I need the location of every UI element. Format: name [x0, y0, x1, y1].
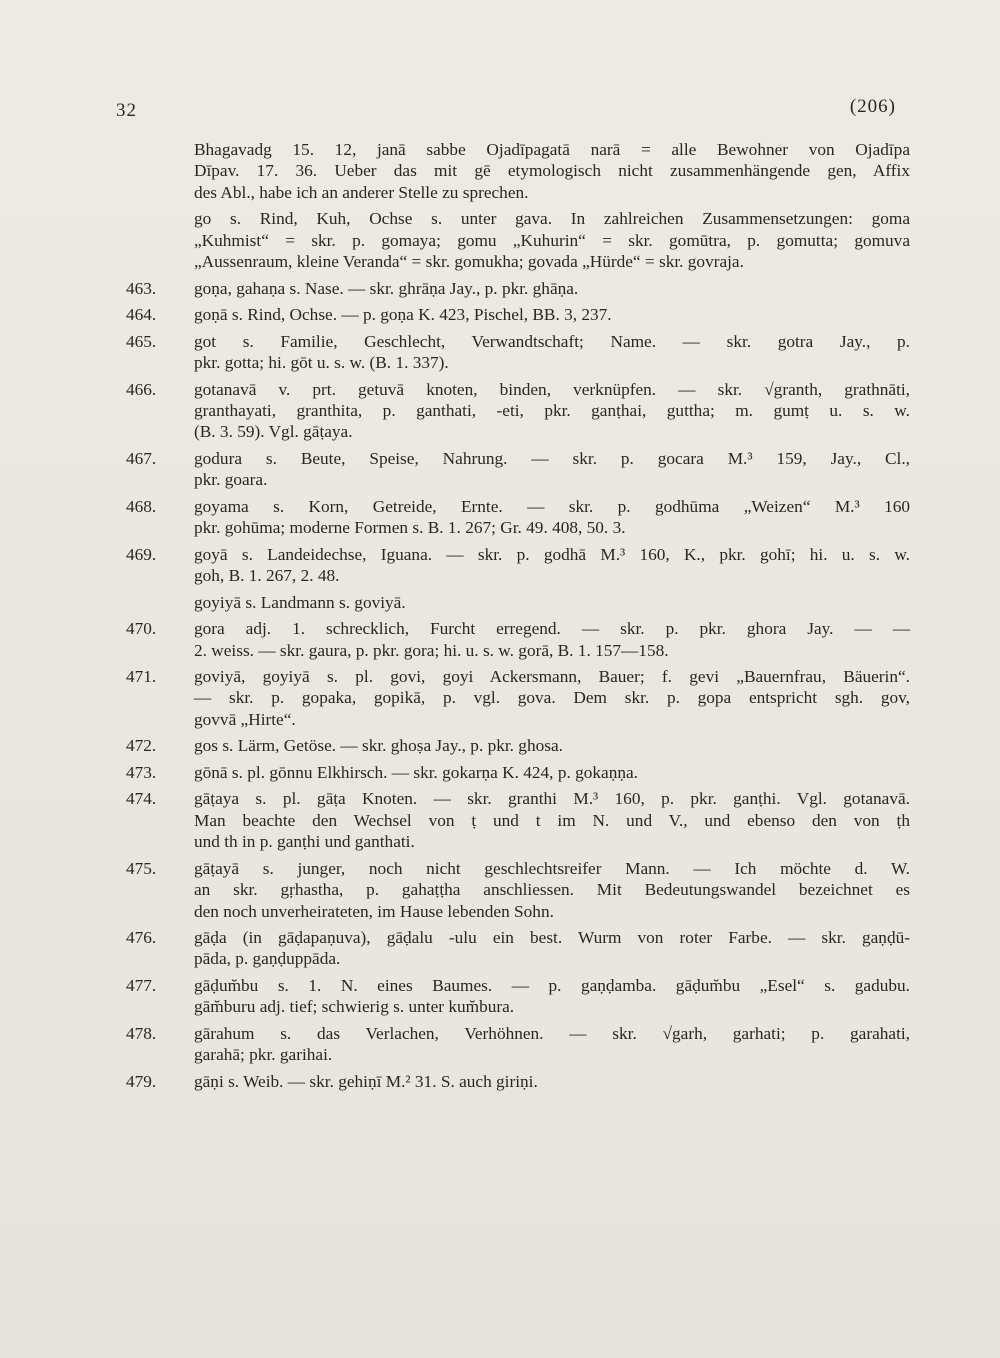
entry-line: — skr. p. gopaka, gopikā, p. vgl. gova. Dem skr. p. gopa entspricht sgh. gov, [194, 688, 910, 708]
entry-line: goh, B. 1. 267, 2. 48. [194, 566, 340, 586]
entry-464 [120, 304, 910, 325]
entry-line: govvā „Hirte“. [194, 709, 296, 729]
entry-number: 468. [126, 496, 157, 516]
entry-line: gotanavā v. prt. getuvā knoten, binden, verknüpfen. — skr. √granth, grathnāti, [194, 379, 910, 399]
entry-line: gāṭaya s. pl. gāṭa Knoten. — skr. granthi M.³ 160, p. pkr. ganṭhi. Vgl. gotanavā. [194, 789, 910, 809]
entry-475 [120, 858, 910, 922]
entry-number: 470. [126, 619, 157, 639]
entry-number: 473. [126, 762, 157, 782]
entry-number: 472. [126, 736, 157, 756]
entry-line: Bhagavadg 15. 12, janā sabbe Ojadīpagatā narā = alle Bewohner von Ojadīpa [194, 140, 910, 159]
entry-line: (B. 3. 59). Vgl. gāṭaya. [194, 422, 353, 442]
entry-line: pkr. gotta; hi. gōt u. s. w. (B. 1. 337). [194, 353, 449, 373]
entry-number: 469. [126, 544, 157, 564]
entry-line: godura s. Beute, Speise, Nahrung. — skr. p. gocara M.³ 159, Jay., Cl., [194, 448, 910, 468]
entry-line: gām̆buru adj. tief; schwierig s. unter kum̆bura. [194, 997, 515, 1017]
entry-line: goyā s. Landeidechse, Iguana. — skr. p. godhā M.³ 160, K., pkr. gohī; hi. u. s. w. [194, 544, 910, 564]
entry-number: 476. [126, 927, 157, 947]
entry-line: gāṇi s. Weib. — skr. gehiṇī M.² 31. S. auch giriṇi. [194, 1071, 538, 1091]
entry-number: 474. [126, 789, 157, 809]
entry-line: goviyā, goyiyā s. pl. govi, goyi Ackersmann, Bauer; f. gevi „Bauernfrau, Bäuerin“. [194, 666, 910, 686]
entry-number: 478. [126, 1023, 157, 1043]
entry-line: gos s. Lärm, Getöse. — skr. ghoṣa Jay., p. pkr. ghosa. [194, 736, 563, 756]
entry-number: 463. [126, 278, 157, 298]
entry-number: 465. [126, 331, 157, 351]
page-number: 32 [116, 100, 137, 121]
entry-474 [120, 788, 910, 852]
entry-466 [120, 379, 910, 443]
entry-479 [120, 1071, 910, 1092]
entry-line: pāda, p. gaṇḍuppāda. [194, 949, 341, 969]
entry-471 [120, 666, 910, 730]
entry-line: Dīpav. 17. 36. Ueber das mit gē etymologisch nicht zusammenhängende gen, Affix [194, 161, 910, 181]
entry-476 [120, 927, 910, 970]
entry-line: go s. Rind, Kuh, Ochse s. unter gava. In zahlreichen Zusammensetzungen: goma [194, 209, 910, 229]
entry-line: gāḍum̆bu s. 1. N. eines Baumes. — p. gaṇḍamba. gāḍum̆bu „Esel“ s. gadubu. [194, 975, 910, 995]
entry-line: gora adj. 1. schrecklich, Furcht erregend. — skr. p. pkr. ghora Jay. — — [194, 619, 910, 639]
entry-line: des Abl., habe ich an anderer Stelle zu sprechen. [194, 182, 529, 202]
entry-line: gāṭayā s. junger, noch nicht geschlechtsreifer Mann. — Ich möchte d. W. [194, 858, 910, 878]
entry-number: 479. [126, 1071, 157, 1091]
entry-line: 2. weiss. — skr. gaura, p. pkr. gora; hi. u. s. w. gorā, B. 1. 157—158. [194, 640, 669, 660]
entry-465 [120, 331, 910, 374]
dictionary-entries [120, 139, 910, 1092]
entry-continuation [120, 139, 910, 203]
entry-number: 464. [126, 305, 157, 325]
entry-472 [120, 735, 910, 756]
entry-467 [120, 448, 910, 491]
entry-number: 475. [126, 858, 157, 878]
entry-line: gōnā s. pl. gōnnu Elkhirsch. — skr. gokarṇa K. 424, p. gokaṇṇa. [194, 762, 638, 782]
entry-line: Man beachte den Wechsel von ṭ und t im N. und V., und ebenso den von ṭh [194, 810, 910, 830]
entry-line: granthayati, granthita, p. ganthati, -eti, pkr. ganṭhai, guttha; m. gumṭ u. s. w. [194, 400, 910, 420]
entry-goyiya [120, 592, 910, 613]
entry-line: got s. Familie, Geschlecht, Verwandtschaft; Name. — skr. gotra Jay., p. [194, 331, 910, 351]
entry-line: garahā; pkr. garihai. [194, 1045, 333, 1065]
entry-number: 466. [126, 379, 157, 399]
entry-463 [120, 278, 910, 299]
entry-477 [120, 975, 910, 1018]
entry-line: „Kuhmist“ = skr. p. gomaya; gomu „Kuhurin“ = skr. gomūtra, p. gomutta; gomuva [194, 230, 910, 250]
entry-line: pkr. goara. [194, 470, 268, 490]
entry-number: 471. [126, 666, 157, 686]
entry-line: pkr. gohūma; moderne Formen s. B. 1. 267; Gr. 49. 408, 50. 3. [194, 518, 626, 538]
entry-number: 477. [126, 975, 157, 995]
entry-478 [120, 1023, 910, 1066]
entry-line: goyiyā s. Landmann s. goviyā. [194, 592, 406, 612]
entry-470 [120, 618, 910, 661]
entry-line: „Aussenraum, kleine Veranda“ = skr. gomukha; govada „Hürde“ = skr. govraja. [194, 252, 744, 272]
entry-line: goṇā s. Rind, Ochse. — p. goṇa K. 423, Pischel, BB. 3, 237. [194, 305, 612, 325]
entry-469 [120, 544, 910, 587]
entry-line: goṇa, gahaṇa s. Nase. — skr. ghrāṇa Jay., p. pkr. ghāṇa. [194, 278, 579, 298]
entry-line: goyama s. Korn, Getreide, Ernte. — skr. p. godhūma „Weizen“ M.³ 160 [194, 496, 910, 516]
entry-line: an skr. gṛhastha, p. gahaṭṭha anschliessen. Mit Bedeutungswandel bezeichnet es [194, 880, 910, 900]
entry-473 [120, 762, 910, 783]
page-reference: (206) [849, 96, 896, 117]
entry-line: den noch unverheirateten, im Hause lebenden Sohn. [194, 901, 554, 921]
entry-468 [120, 496, 910, 539]
entry-number: 467. [126, 448, 157, 468]
entry-line: gārahum s. das Verlachen, Verhöhnen. — skr. √garh, garhati; p. garahati, [194, 1023, 910, 1043]
entry-line: gāḍa (in gāḍapaṇuva), gāḍalu -ulu ein best. Wurm von roter Farbe. — skr. gaṇḍū- [194, 927, 910, 947]
entry-line: und th in p. ganṭhi und ganthati. [194, 832, 415, 852]
entry-go [120, 208, 910, 272]
